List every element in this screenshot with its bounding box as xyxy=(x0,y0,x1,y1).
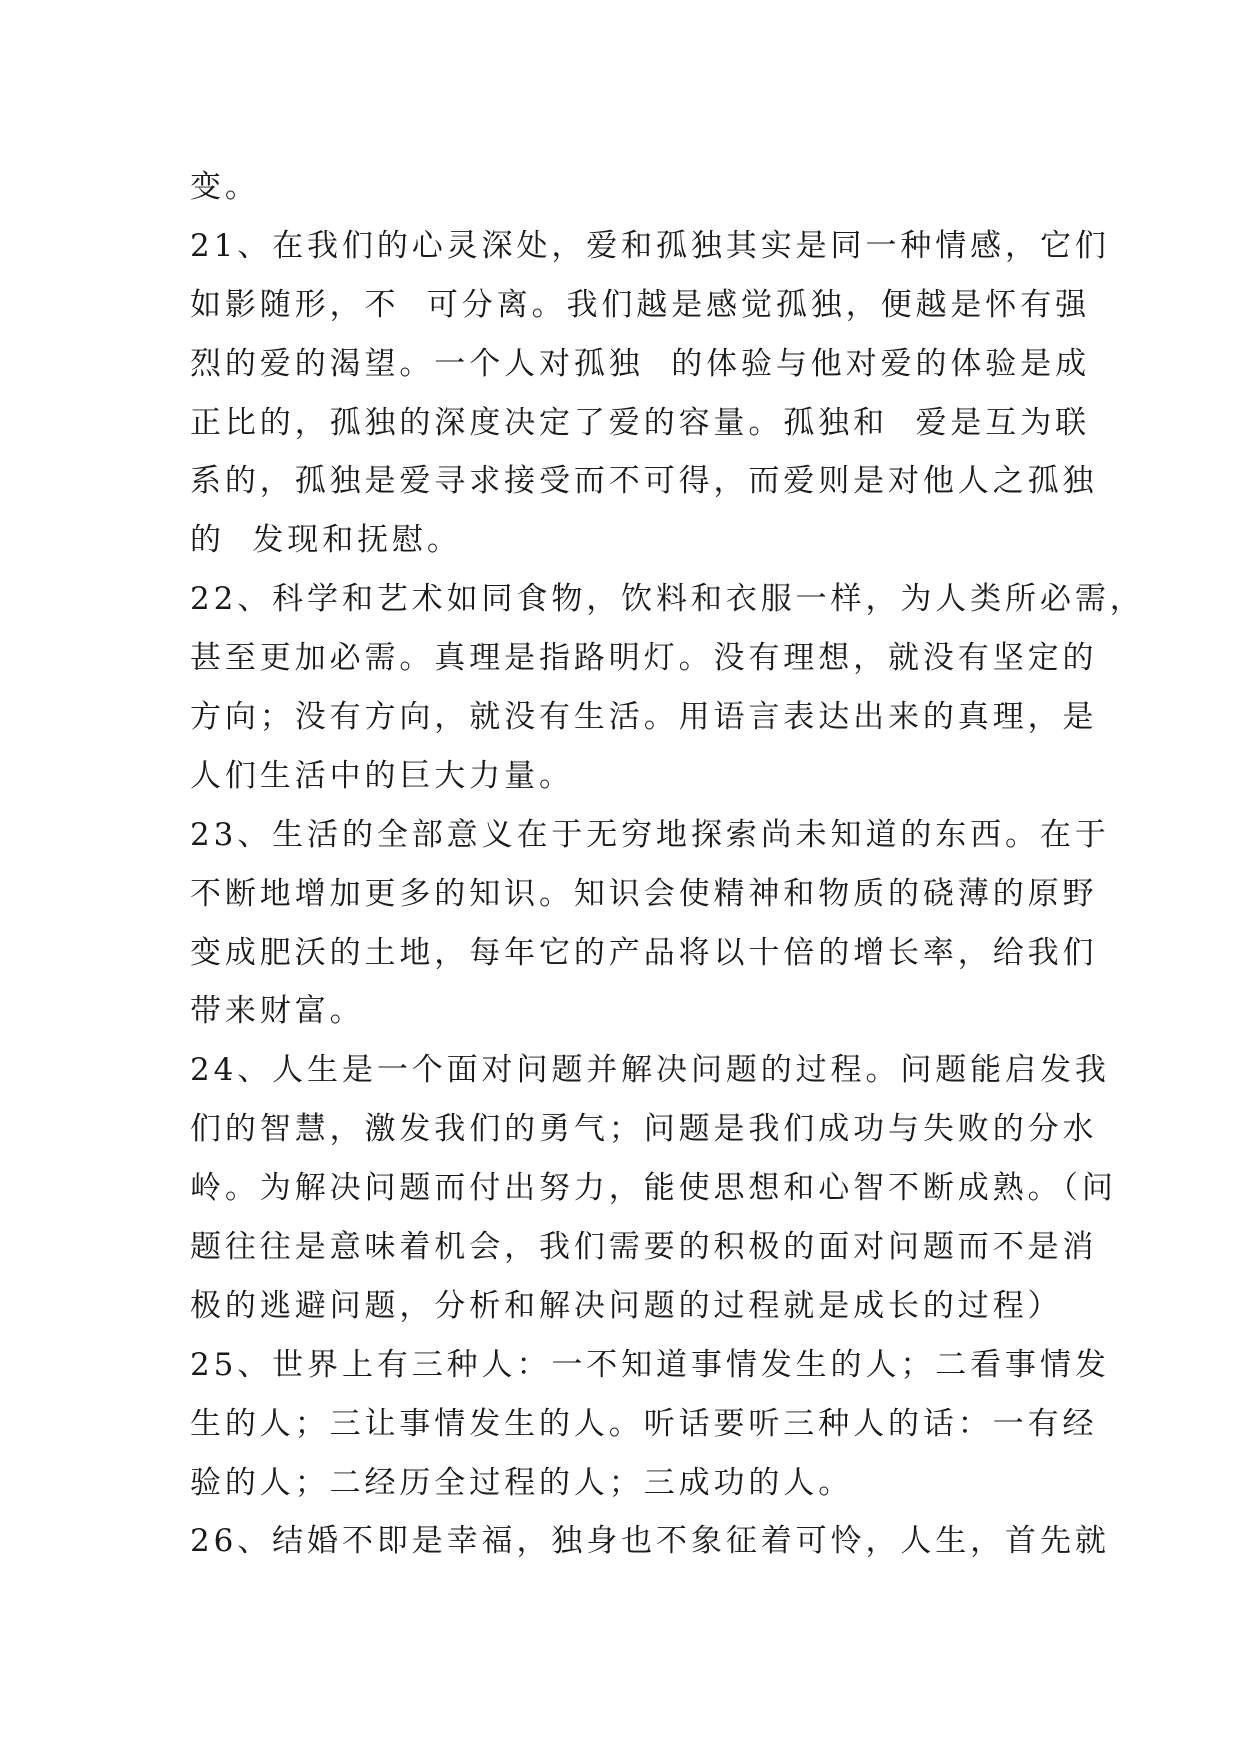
text-line: 变。 xyxy=(190,169,260,205)
text-line: 们的智慧，激发我们的勇气；问题是我们成功与失败的分水 xyxy=(190,1111,1098,1148)
text-line: 岭。为解决问题而付出努力，能使思想和心智不断成熟。（问 xyxy=(190,1170,1117,1207)
text-line: 26、结婚不即是幸福，独身也不象征着可怜，人生，首先就 xyxy=(190,1523,1110,1560)
body-text xyxy=(190,158,1145,1571)
text-line: 甚至更加必需。真理是指路明灯。没有理想，就没有坚定的 xyxy=(190,640,1098,677)
text-line: 不断地增加更多的知识。知识会使精神和物质的硗薄的原野 xyxy=(190,875,1098,912)
text-line: 的 发现和抚慰。 xyxy=(190,522,462,559)
text-line: 生的人；三让事情发生的人。听话要听三种人的话：一有经 xyxy=(190,1405,1098,1442)
text-line: 验的人；二经历全过程的人；三成功的人。 xyxy=(190,1464,854,1501)
text-line: 如影随形，不 可分离。我们越是感觉孤独，便越是怀有强 xyxy=(190,286,1091,323)
text-line: 变成肥沃的土地，每年它的产品将以十倍的增长率，给我们 xyxy=(190,934,1098,971)
text-line: 23、生活的全部意义在于无穷地探索尚未知道的东西。在于 xyxy=(190,816,1110,853)
text-line: 24、人生是一个面对问题并解决问题的过程。问题能启发我 xyxy=(190,1052,1110,1089)
text-line: 极的逃避问题，分析和解决问题的过程就是成长的过程） xyxy=(190,1287,1063,1324)
text-line: 21、在我们的心灵深处，爱和孤独其实是同一种情感，它们 xyxy=(190,227,1110,264)
text-line: 烈的爱的渴望。一个人对孤独 的体验与他对爱的体验是成 xyxy=(190,345,1091,382)
text-line: 系的，孤独是爱寻求接受而不可得，而爱则是对他人之孤独 xyxy=(190,463,1098,500)
text-line: 22、科学和艺术如同食物，饮料和衣服一样，为人类所必需， xyxy=(190,581,1145,618)
text-line: 25、世界上有三种人：一不知道事情发生的人；二看事情发 xyxy=(190,1346,1110,1383)
text-line: 题往往是意味着机会，我们需要的积极的面对问题而不是消 xyxy=(190,1229,1098,1266)
text-line: 正比的，孤独的深度决定了爱的容量。孤独和 爱是互为联 xyxy=(190,404,1091,441)
text-line: 方向；没有方向，就没有生活。用语言表达出来的真理，是 xyxy=(190,699,1098,736)
text-line: 人们生活中的巨大力量。 xyxy=(190,757,574,794)
text-line: 带来财富。 xyxy=(190,993,365,1030)
